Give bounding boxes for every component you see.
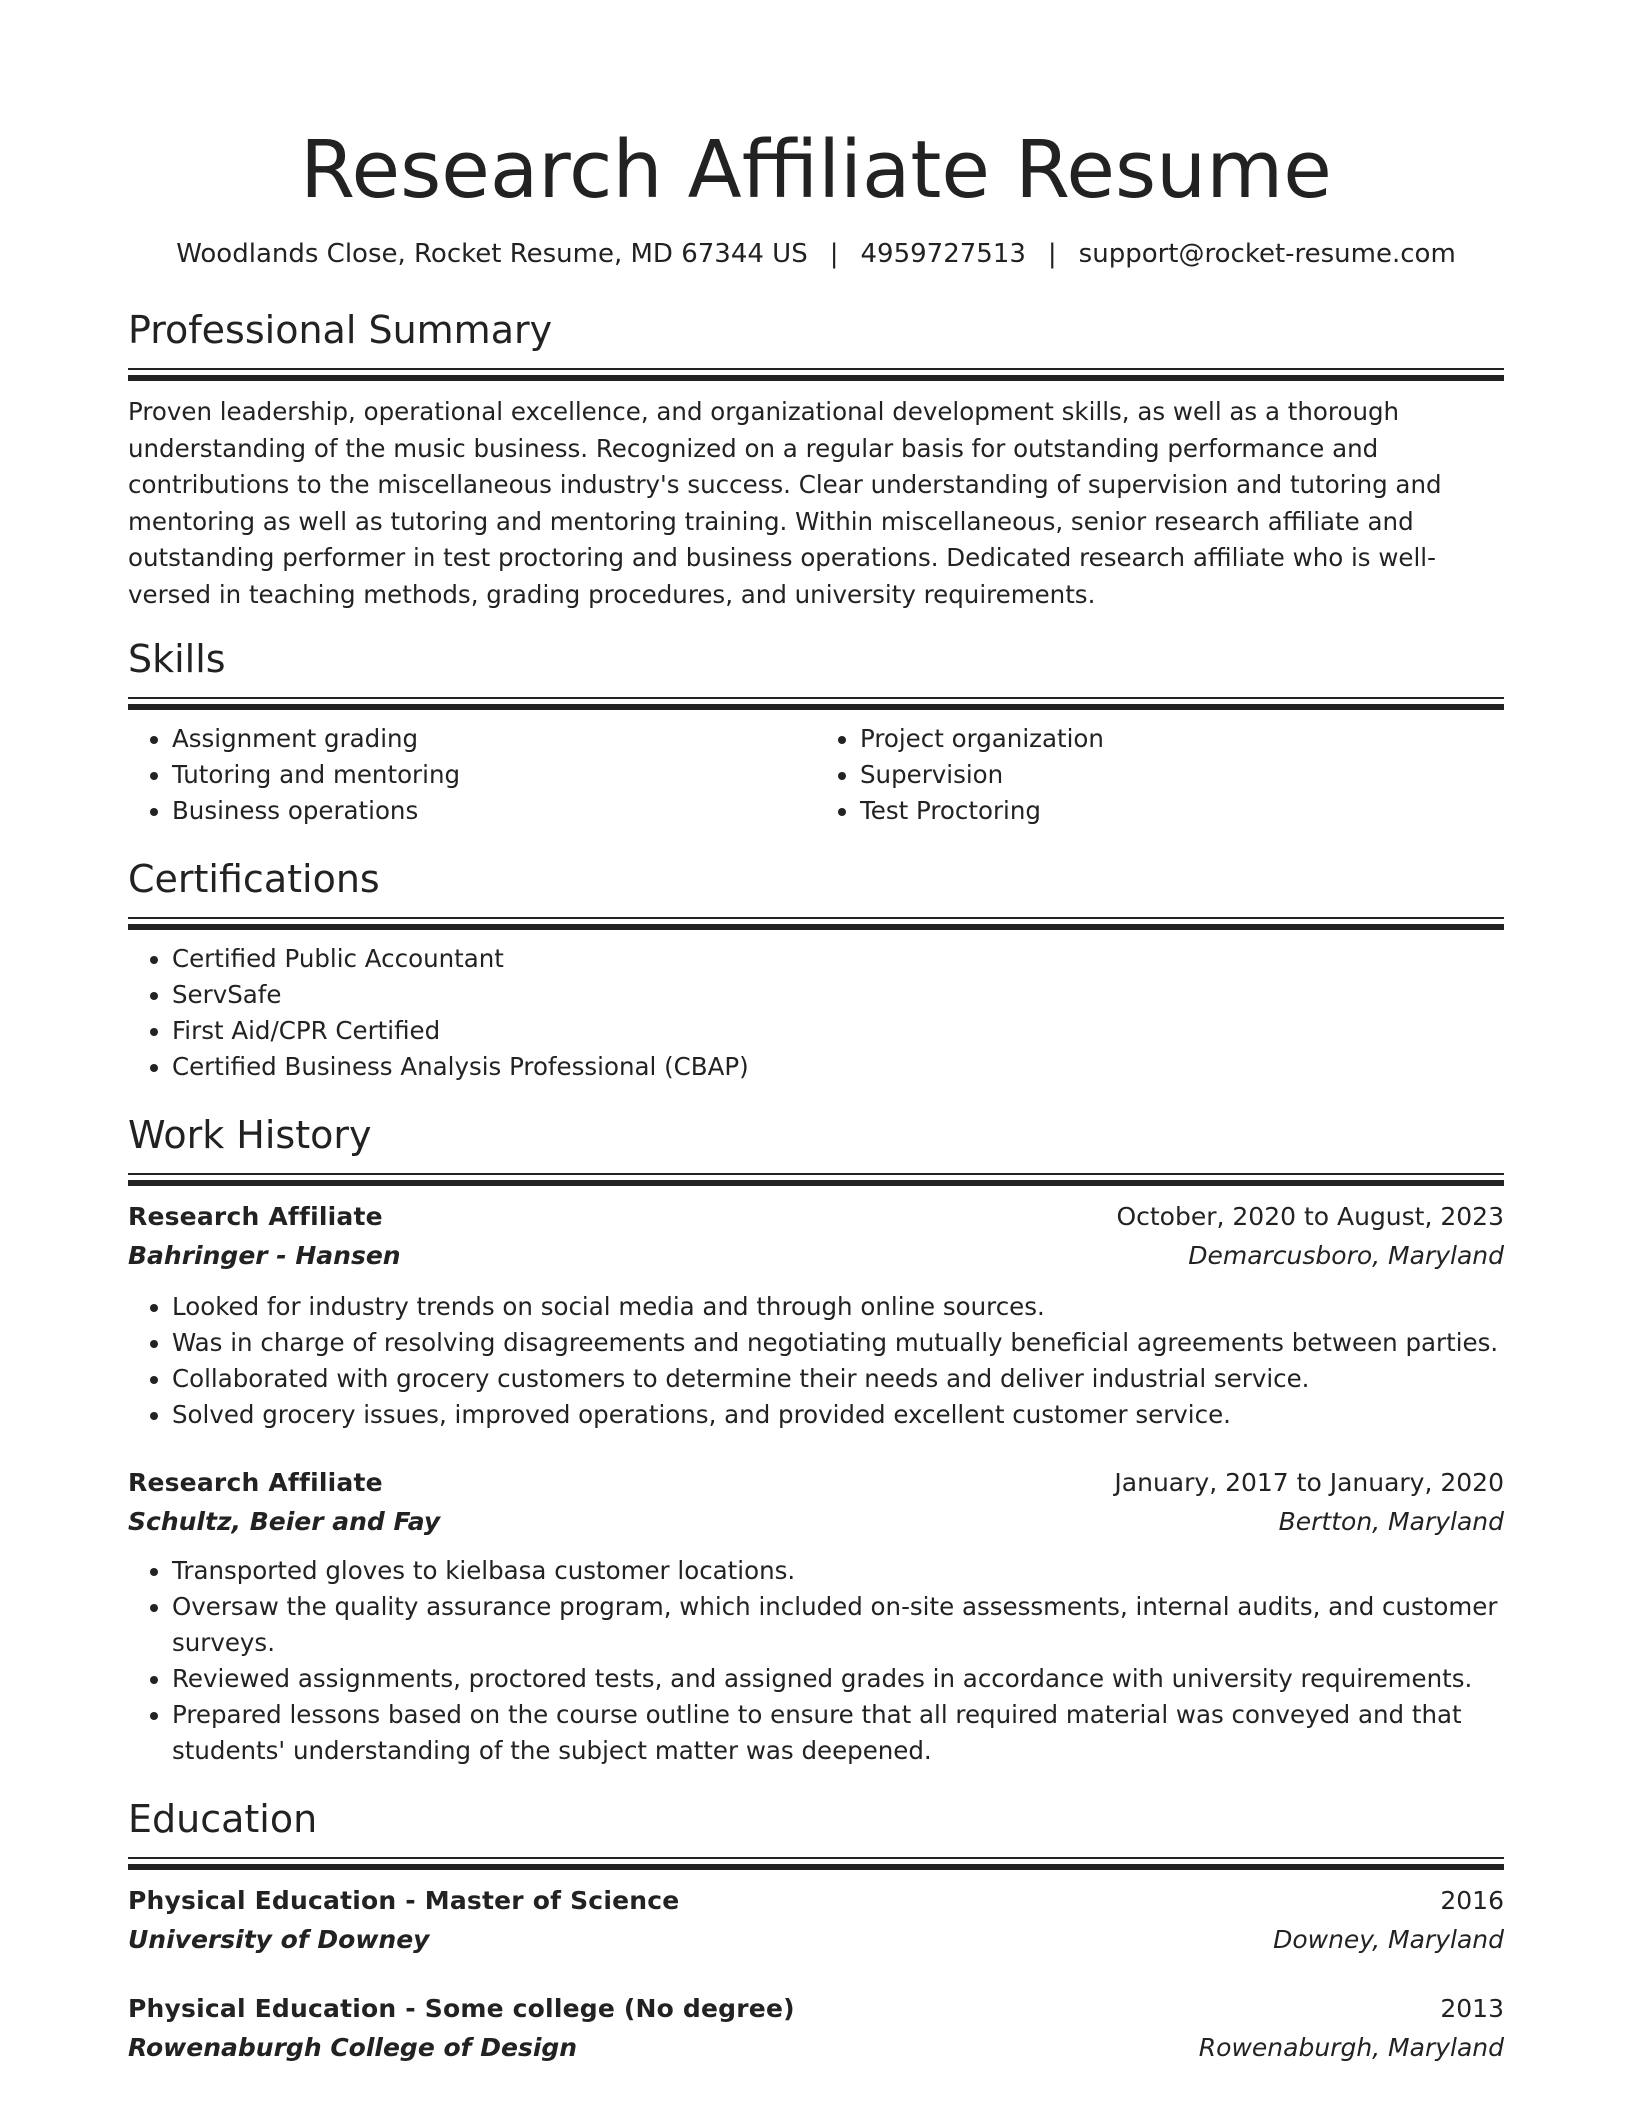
job-header-row (128, 1463, 1504, 1502)
certification-item: • Certified Business Analysis Professional (CBAP) (172, 1049, 1504, 1085)
certifications-heading: Certifications (128, 857, 380, 901)
skill-item: • Project organization (860, 721, 1504, 757)
job-bullet: • Was in charge of resolving disagreements and negotiating mutually beneficial agreements between parties. (172, 1325, 1504, 1361)
job-title: Research Affiliate (128, 1468, 383, 1497)
education-location: Downey, Maryland (1273, 1925, 1504, 1954)
job-entry (128, 1463, 1504, 1769)
education-school: University of Downey (128, 1925, 430, 1954)
summary-heading: Professional Summary (128, 308, 553, 352)
job-bullets (128, 1553, 1504, 1769)
education-entry (128, 1989, 1504, 2067)
skills-heading: Skills (128, 637, 226, 681)
job-bullet: • Solved grocery issues, improved operations, and provided excellent customer service. (172, 1397, 1504, 1433)
resume-title: Research Affiliate Resume (300, 124, 1332, 216)
job-bullet: • Prepared lessons based on the course outline to ensure that all required material was conveyed and that students' understanding of the subject matter was deepened. (172, 1697, 1504, 1769)
job-company: Bahringer - Hansen (128, 1241, 401, 1270)
contact-email: support@rocket-resume.com (1078, 239, 1456, 269)
education-section (128, 1795, 1504, 2067)
section-divider (128, 1857, 1504, 1869)
section-divider (128, 368, 1504, 380)
job-bullet: • Reviewed assignments, proctored tests, and assigned grades in accordance with university requirements. (172, 1661, 1504, 1697)
certifications-list (128, 941, 1504, 1085)
skills-grid (128, 709, 1504, 829)
certification-item: • First Aid/CPR Certified (172, 1013, 1504, 1049)
education-year: 2016 (1440, 1886, 1504, 1915)
education-header-row (128, 1881, 1504, 1920)
section-divider (128, 697, 1504, 709)
job-company-row (128, 1502, 1504, 1541)
job-bullet: • Oversaw the quality assurance program, which included on-site assessments, internal audits, and customer surveys. (172, 1589, 1504, 1661)
skills-section (128, 635, 1504, 829)
job-bullets (128, 1289, 1504, 1433)
education-year: 2013 (1440, 1994, 1504, 2023)
job-bullet: • Collaborated with grocery customers to determine their needs and deliver industrial service. (172, 1361, 1504, 1397)
job-entry (128, 1197, 1504, 1433)
skill-item: • Tutoring and mentoring (172, 757, 816, 793)
job-company: Schultz, Beier and Fay (128, 1507, 441, 1536)
contact-separator: | (1047, 239, 1057, 269)
skill-item: • Assignment grading (172, 721, 816, 757)
skill-item: • Business operations (172, 793, 816, 829)
education-school: Rowenaburgh College of Design (128, 2033, 578, 2062)
contact-address: Woodlands Close, Rocket Resume, MD 67344 US (176, 239, 808, 269)
education-degree: Physical Education - Master of Science (128, 1886, 680, 1915)
job-company-row (128, 1236, 1504, 1275)
education-school-row (128, 2028, 1504, 2067)
certification-item: • ServSafe (172, 977, 1504, 1013)
certifications-section (128, 855, 1504, 1085)
job-header-row (128, 1197, 1504, 1236)
contact-separator: | (829, 239, 839, 269)
section-divider (128, 1173, 1504, 1185)
skills-list-right (816, 721, 1504, 829)
education-location: Rowenaburgh, Maryland (1198, 2033, 1504, 2062)
education-heading: Education (128, 1797, 318, 1841)
summary-section (128, 306, 1504, 613)
job-title: Research Affiliate (128, 1202, 383, 1231)
skill-item: • Test Proctoring (860, 793, 1504, 829)
job-location: Bertton, Maryland (1278, 1507, 1504, 1536)
contact-line (128, 236, 1504, 272)
education-degree: Physical Education - Some college (No degree) (128, 1994, 795, 2023)
skills-list-left (128, 721, 816, 829)
summary-text: Proven leadership, operational excellence, and organizational development skills, as well as a thorough understanding of the music business. Recognized on a regular basis for outstanding performance and contributions to the miscellaneous industry's success. Clear understanding of supervision and tutoring and mentoring as well as tutoring and mentoring training. Within miscellaneous, senior research affiliate and outstanding performer in test proctoring and business operations. Dedicated research affiliate who is well-versed in teaching methods, grading procedures, and university requirements. (128, 397, 1442, 609)
education-header-row (128, 1989, 1504, 2028)
education-school-row (128, 1920, 1504, 1959)
work-history-section (128, 1111, 1504, 1769)
certification-item: • Certified Public Accountant (172, 941, 1504, 977)
section-divider (128, 917, 1504, 929)
job-dates: October, 2020 to August, 2023 (1116, 1202, 1504, 1231)
job-bullet: • Transported gloves to kielbasa customer locations. (172, 1553, 1504, 1589)
work-history-heading: Work History (128, 1113, 372, 1157)
skill-item: • Supervision (860, 757, 1504, 793)
education-entry (128, 1881, 1504, 1959)
job-location: Demarcusboro, Maryland (1188, 1241, 1504, 1270)
job-dates: January, 2017 to January, 2020 (1114, 1468, 1504, 1497)
job-bullet: • Looked for industry trends on social media and through online sources. (172, 1289, 1504, 1325)
contact-phone: 4959727513 (860, 239, 1026, 269)
